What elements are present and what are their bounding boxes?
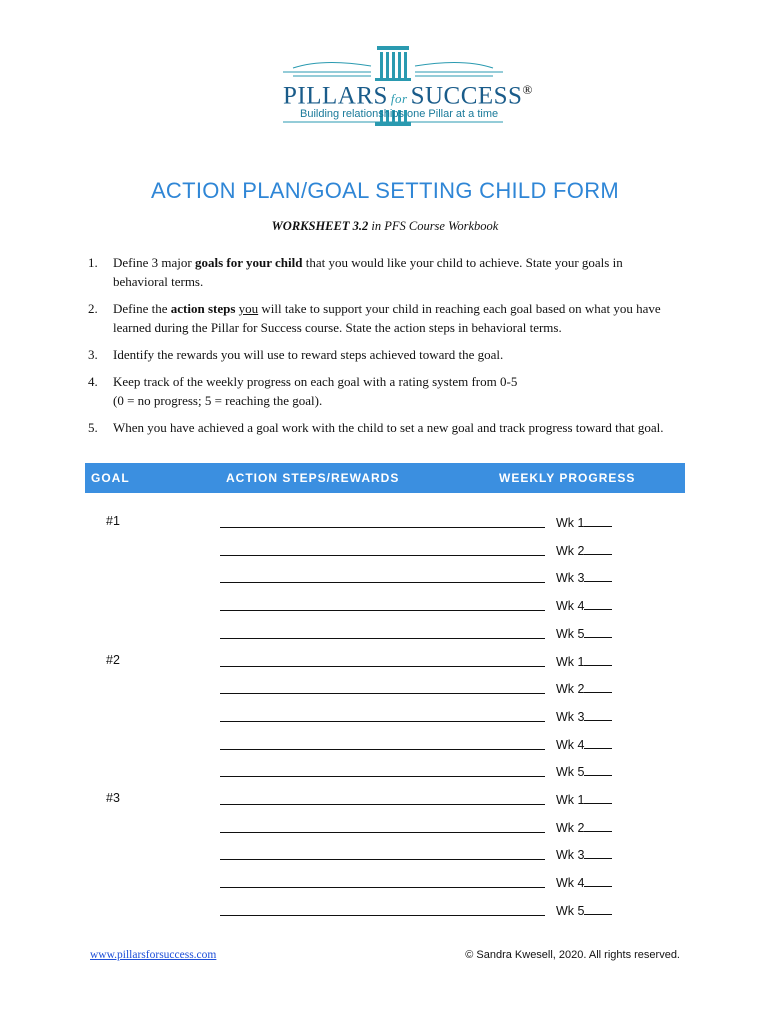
week-rating-blank[interactable] xyxy=(584,569,612,582)
week-rating-blank[interactable] xyxy=(584,625,612,638)
action-step-line[interactable] xyxy=(220,666,545,667)
week-label: Wk 1 xyxy=(556,516,585,530)
week-progress-field[interactable] xyxy=(556,680,612,696)
week-progress-field[interactable] xyxy=(556,653,612,669)
action-step-line[interactable] xyxy=(220,693,545,694)
goal-label: #2 xyxy=(106,652,120,667)
week-progress-field[interactable] xyxy=(556,597,612,613)
week-rating-blank[interactable] xyxy=(584,902,612,915)
week-progress-field[interactable] xyxy=(556,708,612,724)
week-rating-blank[interactable] xyxy=(584,846,612,859)
instructions-list xyxy=(88,253,680,445)
week-progress-field[interactable] xyxy=(556,791,612,807)
action-step-line[interactable] xyxy=(220,527,545,528)
action-step-line[interactable] xyxy=(220,555,545,556)
week-progress-field[interactable] xyxy=(556,763,612,779)
week-progress-field[interactable] xyxy=(556,569,612,585)
week-rating-blank[interactable] xyxy=(584,514,612,527)
instruction-item: 2. Define the action steps you will take to support your child in reaching each goal based on what you have learned during the Pillar for Success course. State the action steps in behavioral terms. xyxy=(88,301,661,335)
week-rating-blank[interactable] xyxy=(584,791,612,804)
week-rating-blank[interactable] xyxy=(584,763,612,776)
week-label: Wk 4 xyxy=(556,599,585,614)
action-step-line[interactable] xyxy=(220,638,545,639)
instruction-item: 5. When you have achieved a goal work with the child to set a new goal and track progress toward that goal. xyxy=(88,420,664,435)
instruction-item: 4. Keep track of the weekly progress on each goal with a rating system from 0-5 (0 = no progress; 5 = reaching the goal). xyxy=(88,374,518,408)
action-step-line[interactable] xyxy=(220,749,545,750)
action-step-line[interactable] xyxy=(220,832,545,833)
week-label: Wk 5 xyxy=(556,765,585,780)
week-label: Wk 1 xyxy=(556,793,585,807)
week-rating-blank[interactable] xyxy=(584,597,612,610)
header-action-steps: ACTION STEPS/REWARDS xyxy=(226,471,400,485)
week-label: Wk 3 xyxy=(556,571,585,586)
action-step-line[interactable] xyxy=(220,915,545,916)
week-rating-blank[interactable] xyxy=(584,874,612,887)
week-rating-blank[interactable] xyxy=(584,736,612,749)
header-weekly-progress: WEEKLY PROGRESS xyxy=(499,471,636,485)
week-label: Wk 2 xyxy=(556,543,585,558)
week-rating-blank[interactable] xyxy=(584,653,612,666)
page-title: ACTION PLAN/GOAL SETTING CHILD FORM xyxy=(150,178,620,203)
week-label: Wk 2 xyxy=(556,682,585,697)
week-progress-field[interactable] xyxy=(556,902,612,918)
week-progress-field[interactable] xyxy=(556,736,612,752)
week-label: Wk 5 xyxy=(556,626,585,641)
action-step-line[interactable] xyxy=(220,776,545,777)
week-label: Wk 3 xyxy=(556,848,585,863)
action-step-line[interactable] xyxy=(220,610,545,611)
goal-label: #1 xyxy=(106,514,120,528)
worksheet-subtitle: WORKSHEET 3.2 in PFS Course Workbook xyxy=(271,219,499,233)
week-label: Wk 5 xyxy=(556,903,585,918)
goal-label: #3 xyxy=(106,791,120,805)
week-rating-blank[interactable] xyxy=(584,542,612,555)
week-progress-field[interactable] xyxy=(556,542,612,558)
logo-tagline: Building relationships one Pillar at a time xyxy=(300,108,499,120)
week-label: Wk 2 xyxy=(556,820,585,835)
table-header xyxy=(85,463,685,493)
week-label: Wk 4 xyxy=(556,737,585,752)
week-progress-field[interactable] xyxy=(556,874,612,890)
week-progress-field[interactable] xyxy=(556,819,612,835)
copyright-notice: © Sandra Kwesell, 2020. All rights reserved. xyxy=(465,949,680,961)
week-label: Wk 4 xyxy=(556,876,585,891)
header-goal: GOAL xyxy=(91,471,130,485)
week-progress-field[interactable] xyxy=(556,514,612,530)
website-link[interactable]: www.pillarsforsuccess.com xyxy=(90,949,217,961)
week-progress-field[interactable] xyxy=(556,625,612,641)
week-label: Wk 3 xyxy=(556,709,585,724)
week-label: Wk 1 xyxy=(556,654,585,669)
logo-wordmark: PILLARS for SUCCESS® xyxy=(283,82,533,110)
week-rating-blank[interactable] xyxy=(584,708,612,721)
action-step-line[interactable] xyxy=(220,887,545,888)
action-step-line[interactable] xyxy=(220,582,545,583)
instruction-item: 3. Identify the rewards you will use to reward steps achieved toward the goal. xyxy=(88,347,504,362)
instruction-item: 1. Define 3 major goals for your child that you would like your child to achieve. State your goals in behavioral terms. xyxy=(88,255,623,289)
week-rating-blank[interactable] xyxy=(584,819,612,832)
week-progress-field[interactable] xyxy=(556,846,612,862)
action-step-line[interactable] xyxy=(220,721,545,722)
action-step-line[interactable] xyxy=(220,859,545,860)
action-step-line[interactable] xyxy=(220,804,545,805)
week-rating-blank[interactable] xyxy=(584,680,612,693)
